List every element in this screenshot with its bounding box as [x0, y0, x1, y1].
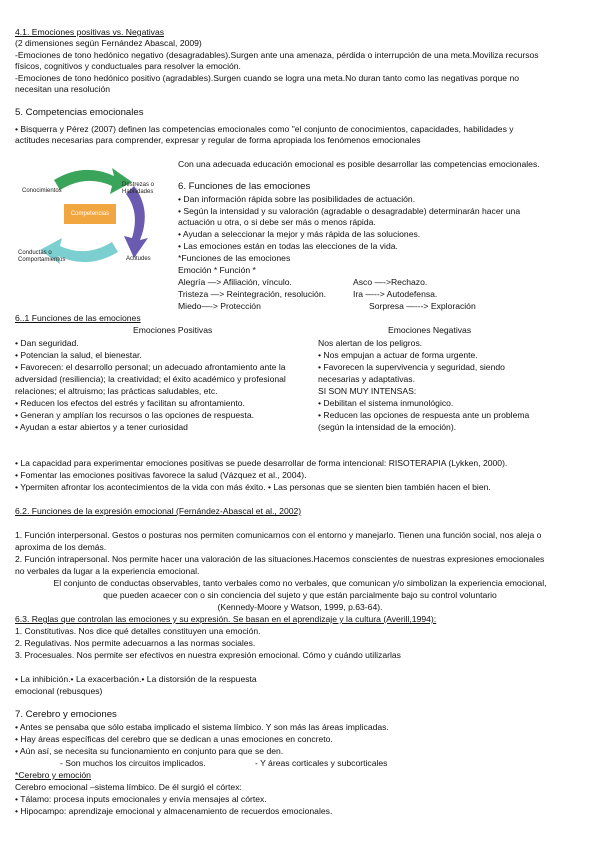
definition-quote-line-2: que pueden acaecer con o sin conciencia del sujeto y que están parcialmente bajo su control voluntario: [103, 590, 497, 600]
positive-function-item: • Dan seguridad.: [15, 338, 79, 348]
funcion-intrapersonal-line-2: no verbales da lugar a la experiencia emocional.: [15, 566, 200, 576]
definition-quote-line-1: El conjunto de conductas observables, tanto verbales como no verbales, que comunican y/o simbolizan la experiencia emocional,: [53, 578, 547, 588]
positive-emotions-line-2: necesitan una resolución: [15, 84, 111, 94]
green-arrow-shape: [54, 168, 132, 194]
negative-function-item: • Debilitan el sistema inmunológico.: [318, 398, 454, 408]
funciones-bullet-2a: • Según la intensidad y su valoración (agradable o desagradable) determinarán hacer una: [178, 206, 521, 216]
negative-function-item: • Nos empujan a actuar de forma urgente.: [318, 350, 478, 360]
negative-emotions-line-2: físicos, cognitivos y conductuales para resolver la emoción.: [15, 61, 241, 71]
section-5-title: 5. Competencias emocionales: [15, 107, 144, 118]
positive-function-item: • Reducen los efectos del estrés y facilitan su afrontamiento.: [15, 398, 245, 408]
purple-arrow-shape: [124, 186, 148, 258]
section-6-1-title: 6..1 Funciones de las emociones: [15, 313, 141, 323]
funcion-sorpresa: Sorpresa —---> Exploración: [369, 301, 476, 311]
section-4-1-subtitle: (2 dimensiones según Fernández Abascal, 2009): [15, 38, 202, 48]
risoterapia-line: • La capacidad para experimentar emociones positivas se puede desarrollar de forma intencional: RISOTERAPIA (Lykken, 2000).: [15, 458, 508, 468]
diagram-label-conductas: Conductas o Comportamientos: [18, 250, 66, 263]
competencias-definition-line-2: actitudes necesarias para comprender, expresar y regular de forma apropiada los fenómenos emocionales: [15, 135, 421, 145]
section-6-3-title: 6.3. Reglas que controlan las emociones y su expresión. Se basan en el aprendizaje y la cultura (Averill,1994):: [15, 614, 437, 624]
funcion-alegria: Alegría —> Afiliación, vínculo.: [178, 277, 292, 287]
funcion-tristeza: Tristeza —> Reintegración, resolución.: [178, 289, 326, 299]
positive-function-item: adversidad (resiliencia); la creatividad; el éxito académico y profesional: [15, 374, 286, 384]
cerebro-line-4a: - Son muchos los circuitos implicados.: [60, 758, 206, 768]
negative-function-item: necesarias y adaptativas.: [318, 374, 415, 384]
cerebro-line-4b: - Y áreas corticales y subcorticales: [255, 758, 388, 768]
cerebro-line-2: • Hay áreas específicas del cerebro que se dedican a unas emociones en concreto.: [15, 734, 333, 744]
competencias-definition-line-1: • Bisquerra y Pérez (2007) definen las competencias emocionales como "el conjunto de conocimientos, capacidades, habilidades y: [15, 124, 514, 134]
funcion-miedo: Miedo—-> Protección: [178, 301, 261, 311]
salud-line: • Fomentar las emociones positivas favorece la salud (Vázquez et al., 2004).: [15, 470, 307, 480]
afrontar-line: • Ypermiten afrontar los acontecimientos de la vida con más éxito. • Las personas que se sienten bien también hacen el bien.: [15, 482, 491, 492]
funciones-bullet-2b: actuación u otra, o si debe ser más o menos rápida.: [178, 217, 376, 227]
cerebro-emocion-subtitle: *Cerebro y emoción: [15, 770, 91, 780]
diagram-center-competencias: Competencias: [64, 204, 116, 224]
funciones-table-header: Emoción * Función *: [178, 265, 256, 275]
negative-emotions-line-1: -Emociones de tono hedónico negativo (desagradables).Surgen ante una amenaza, pérdida o interrupción de una meta.Moviliza recursos: [15, 50, 539, 60]
definition-quote-citation: (Kennedy-Moore y Watson, 1999, p.63-64).: [217, 602, 383, 612]
funciones-subtitle: *Funciones de las emociones: [178, 253, 291, 263]
section-4-1-title: 4.1. Emociones positivas vs. Negativas: [15, 27, 165, 37]
distorsion-line-1: • La inhibición.• La exacerbación.• La distorsión de la respuesta: [15, 674, 257, 684]
positive-function-item: • Ayudan a estar abiertos y a tener curiosidad: [15, 422, 188, 432]
cerebro-line-5: Cerebro emocional –sistema límbico. De él surgió el córtex:: [15, 782, 242, 792]
negative-function-item: (según la intensidad de la emoción).: [318, 422, 457, 432]
cerebro-line-1: • Antes se pensaba que sólo estaba implicado el sistema límbico. Y son más las áreas implicadas.: [15, 722, 389, 732]
section-6-2-title: 6.2. Funciones de la expresión emocional (Fernández-Abascal et al., 2002): [15, 506, 302, 516]
diagram-label-conocimientos: Conocimientos: [22, 188, 62, 194]
educacion-emocional-note: Con una adecuada educación emocional es posible desarrollar las competencias emocionales.: [178, 159, 540, 169]
negative-function-item: Nos alertan de los peligros.: [318, 338, 423, 348]
funcion-interpersonal-line-2: aproxima de los demás.: [15, 542, 107, 552]
competencias-cycle-diagram: [14, 160, 166, 272]
funcion-interpersonal-line-1: 1. Función interpersonal. Gestos o posturas nos permiten comunicarnos con el entorno y manejarlo. Tienen una función social, nos aleja o: [15, 530, 542, 540]
cerebro-line-3: • Aún así, se necesita su funcionamiento en conjunto para que se den.: [15, 746, 284, 756]
diagram-label-destrezas: Destrezas o Habilidades: [122, 182, 155, 195]
section-7-title: 7. Cerebro y emociones: [15, 709, 117, 720]
funcion-intrapersonal-line-1: 2. Función intrapersonal. Nos permite hacer una valoración de las situaciones.Hacemos conscientes de nuestras expresiones emocionales: [15, 554, 545, 564]
distorsion-line-2: emocional (rebusques): [15, 686, 103, 696]
regla-constitutivas: 1. Constitutivas. Nos dice qué detalles constituyen una emoción.: [15, 626, 261, 636]
diagram-label-actitudes: Actitudes: [126, 256, 151, 262]
funciones-bullet-1: • Dan información rápida sobre las posibilidades de actuación.: [178, 194, 416, 204]
positive-emotions-line-1: -Emociones de tono hedónico positivo (agradables).Surgen cuando se logra una meta.No duran tanto como las negativas porque no: [15, 73, 520, 83]
funciones-bullet-4: • Las emociones están en todas las elecciones de la vida.: [178, 241, 398, 251]
positive-column-header: Emociones Positivas: [133, 325, 213, 335]
negative-column-header: Emociones Negativas: [388, 325, 472, 335]
cerebro-hipocampo: • Hipocampo: aprendizaje emocional y almacenamiento de recuerdos emocionales.: [15, 806, 333, 816]
section-6-title: 6. Funciones de las emociones: [178, 181, 311, 192]
positive-function-item: • Potencian la salud, el bienestar.: [15, 350, 142, 360]
regla-regulativas: 2. Regulativas. Nos permite adecuarnos a las normas sociales.: [15, 638, 256, 648]
positive-function-item: • Favorecen: el desarrollo personal; un adecuado afrontamiento ante la: [15, 362, 286, 372]
positive-function-item: • Generan y amplían los recursos o las opciones de respuesta.: [15, 410, 254, 420]
funcion-asco: Asco —->Rechazo.: [353, 277, 428, 287]
funcion-ira: Ira —--> Autodefensa.: [353, 289, 438, 299]
negative-function-item: • Favorecen la supervivencia y seguridad, siendo: [318, 362, 505, 372]
negative-function-item: • Reducen las opciones de respuesta ante un problema: [318, 410, 530, 420]
cerebro-talamo: • Tálamo: procesa inputs emocionales y envía mensajes al córtex.: [15, 794, 267, 804]
positive-function-item: relaciones; el altruismo; las prácticas saludables, etc.: [15, 386, 218, 396]
funciones-bullet-3: • Ayudan a seleccionar la mejor y más rápida de las soluciones.: [178, 229, 421, 239]
negative-function-item: SI SON MUY INTENSAS:: [318, 386, 417, 396]
regla-procesuales: 3. Procesuales. Nos permite ser efectivos en nuestra expresión emocional. Cómo y cuándo utilizarlas: [15, 650, 401, 660]
